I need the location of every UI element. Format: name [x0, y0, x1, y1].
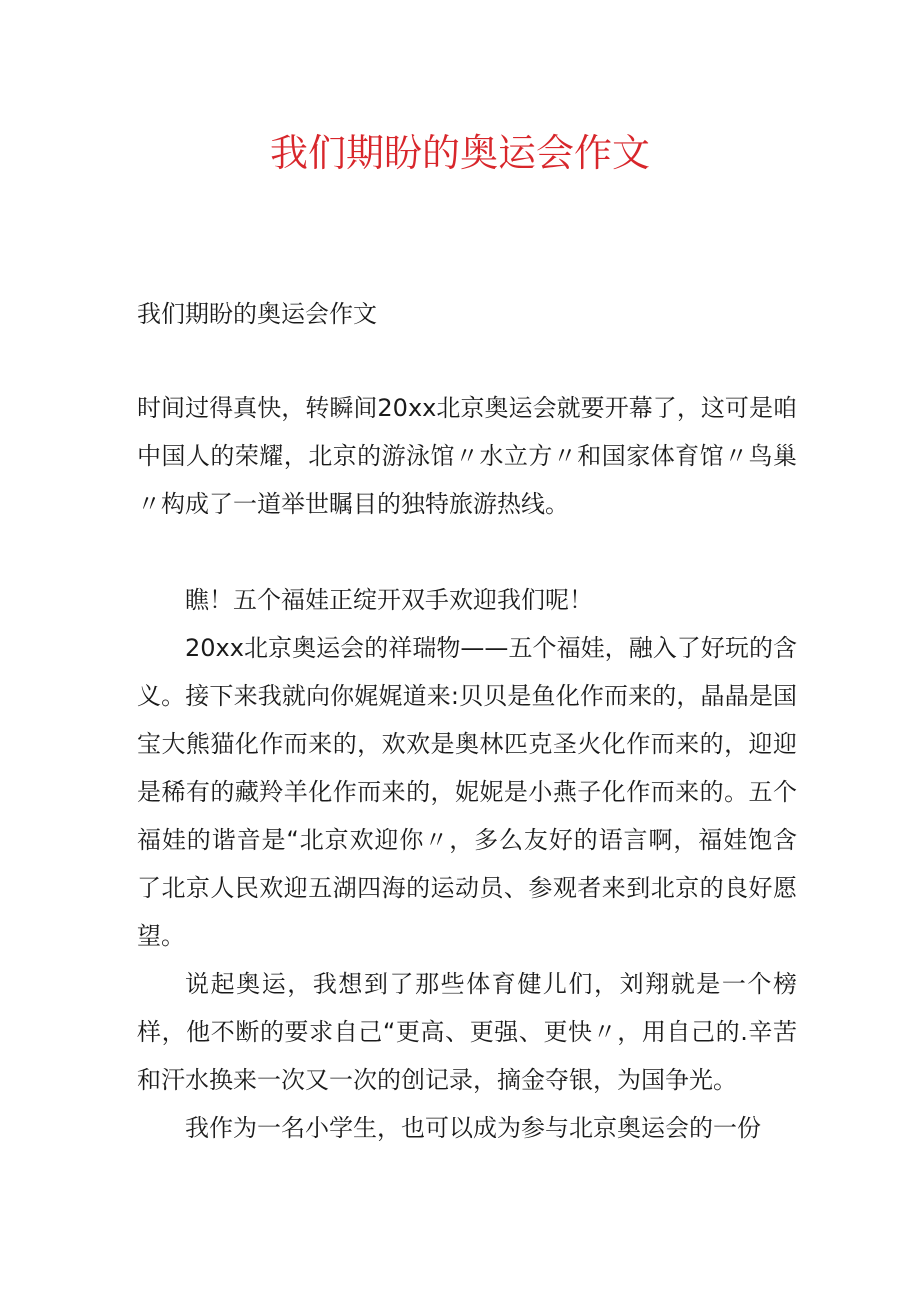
paragraph-fuwa-welcome: 瞧！五个福娃正绽开双手欢迎我们呢！ [185, 586, 593, 614]
paragraph-athletes: 说起奥运，我想到了那些体育健儿们，刘翔就是一个榜样，他不断的要求自己“更高、更强、更快〃，用自己的.辛苦和汗水换来一次又一次的创记录，摘金夺银，为国争光。 [137, 970, 797, 1094]
document-subtitle: 我们期盼的奥运会作文 [137, 300, 377, 328]
document-title: 我们期盼的奥运会作文 [269, 131, 650, 175]
paragraph-student: 我作为一名小学生，也可以成为参与北京奥运会的一份 [185, 1114, 761, 1142]
paragraph-intro: 时间过得真快，转瞬间20xx北京奥运会就要开幕了，这可是咱中国人的荣耀，北京的游泳馆〃水立方〃和国家体育馆〃鸟巢〃构成了一道举世瞩目的独特旅游热线。 [137, 394, 797, 518]
paragraph-fuwa-meaning: 20xx北京奥运会的祥瑞物——五个福娃，融入了好玩的含义。接下来我就向你娓娓道来:贝贝是鱼化作而来的，晶晶是国宝大熊猫化作而来的，欢欢是奥林匹克圣火化作而来的，迎迎是稀有的藏羚羊化作而来的，妮妮是小燕子化作而来的。五个福娃的谐音是“北京欢迎你〃，多么友好的语言啊，福娃饱含了北京人民欢迎五湖四海的运动员、参观者来到北京的良好愿望。 [137, 634, 797, 950]
